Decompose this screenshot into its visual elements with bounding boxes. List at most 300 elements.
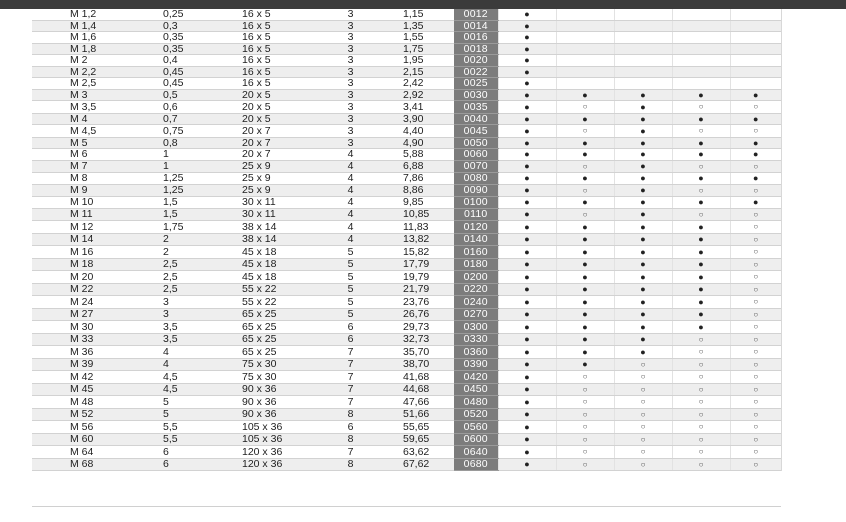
table-row: [32, 197, 781, 209]
mark-cell: [614, 66, 672, 78]
mark-cell: [498, 446, 556, 459]
thread-cell: M 30: [32, 321, 158, 334]
pitch-cell: 2: [158, 246, 240, 259]
diameter-cell: 3,41: [375, 101, 454, 114]
hollow-dot-icon: ○: [582, 161, 588, 171]
mark-cell: [730, 9, 781, 20]
table-row: [32, 137, 781, 149]
filled-dot-icon: ●: [753, 113, 759, 124]
mark-cell: [556, 66, 614, 78]
mark-cell: [730, 371, 781, 384]
mark-cell: [498, 101, 556, 114]
mark-cell: [614, 9, 672, 20]
mark-cell: [556, 149, 614, 161]
code-cell: 0160: [454, 246, 498, 259]
table-row: [32, 396, 781, 409]
hollow-dot-icon: ○: [698, 447, 704, 456]
pitch-cell: 3: [158, 296, 240, 309]
code-cell: 0220: [454, 283, 498, 296]
filled-dot-icon: ●: [524, 101, 530, 112]
mark-cell: [672, 396, 730, 409]
mark-cell: [672, 137, 730, 149]
mark-cell: [556, 421, 614, 434]
mark-cell: [730, 446, 781, 459]
hollow-dot-icon: ○: [753, 372, 759, 381]
hollow-dot-icon: ○: [582, 447, 588, 456]
hollow-dot-icon: ○: [698, 384, 704, 394]
hollow-dot-icon: ○: [698, 372, 704, 381]
mark-cell: [498, 78, 556, 90]
pitch-cell: 1: [158, 160, 240, 173]
code-cell: 0014: [454, 20, 498, 32]
mark-cell: [730, 55, 781, 67]
size-cell: 45 x 18: [240, 271, 326, 284]
diameter-cell: 1,35: [375, 20, 454, 32]
hollow-dot-icon: ○: [698, 459, 704, 469]
mark-cell: [672, 43, 730, 55]
mark-cell: [614, 137, 672, 149]
diameter-cell: 1,95: [375, 55, 454, 67]
thread-cell: M 11: [32, 208, 158, 221]
filled-dot-icon: ●: [640, 234, 646, 244]
mark-cell: [498, 358, 556, 371]
size-cell: 25 x 9: [240, 173, 326, 185]
mark-cell: [672, 149, 730, 161]
mark-cell: [614, 271, 672, 284]
table-row: [32, 408, 781, 421]
table-row: [32, 55, 781, 67]
filled-dot-icon: ●: [640, 271, 646, 282]
mark-cell: [614, 173, 672, 185]
count-cell: 3: [326, 66, 375, 78]
count-cell: 3: [326, 101, 375, 114]
diameter-cell: 5,88: [375, 149, 454, 161]
filled-dot-icon: ●: [524, 434, 530, 444]
filled-dot-icon: ●: [582, 221, 588, 232]
mark-cell: [672, 433, 730, 446]
mark-cell: [614, 396, 672, 409]
code-cell: 0300: [454, 321, 498, 334]
mark-cell: [498, 271, 556, 284]
filled-dot-icon: ●: [640, 209, 646, 219]
diameter-cell: 1,15: [375, 9, 454, 20]
hollow-dot-icon: ○: [640, 422, 646, 431]
pitch-cell: 5: [158, 408, 240, 421]
hollow-dot-icon: ○: [640, 447, 646, 456]
filled-dot-icon: ●: [524, 396, 530, 407]
mark-cell: [614, 197, 672, 209]
mark-cell: [614, 383, 672, 396]
hollow-dot-icon: ○: [753, 297, 759, 306]
mark-cell: [498, 408, 556, 421]
count-cell: 7: [326, 446, 375, 459]
hollow-dot-icon: ○: [753, 272, 759, 281]
hollow-dot-icon: ○: [753, 447, 759, 456]
hollow-dot-icon: ○: [753, 209, 759, 219]
mark-cell: [730, 308, 781, 321]
filled-dot-icon: ●: [582, 149, 588, 159]
table-bottom-border: [32, 506, 781, 507]
filled-dot-icon: ●: [524, 173, 530, 183]
mark-cell: [730, 383, 781, 396]
mark-cell: [730, 101, 781, 114]
mark-cell: [730, 197, 781, 209]
mark-cell: [672, 258, 730, 271]
mark-cell: [556, 346, 614, 359]
mark-cell: [614, 371, 672, 384]
filled-dot-icon: ●: [753, 137, 759, 148]
mark-cell: [672, 160, 730, 173]
thread-cell: M 16: [32, 246, 158, 259]
diameter-cell: 7,86: [375, 173, 454, 185]
pitch-cell: 0,35: [158, 32, 240, 44]
filled-dot-icon: ●: [582, 309, 588, 319]
filled-dot-icon: ●: [698, 149, 704, 159]
table-row: [32, 371, 781, 384]
pitch-cell: 6: [158, 446, 240, 459]
table-row: [32, 66, 781, 78]
mark-cell: [498, 258, 556, 271]
code-cell: 0270: [454, 308, 498, 321]
diameter-cell: 59,65: [375, 433, 454, 446]
filled-dot-icon: ●: [524, 185, 530, 195]
filled-dot-icon: ●: [640, 221, 646, 232]
diameter-cell: 29,73: [375, 321, 454, 334]
mark-cell: [498, 221, 556, 234]
mark-cell: [672, 233, 730, 246]
table-row: [32, 20, 781, 32]
hollow-dot-icon: ○: [753, 234, 759, 244]
count-cell: 3: [326, 137, 375, 149]
mark-cell: [730, 184, 781, 197]
hollow-dot-icon: ○: [640, 384, 646, 394]
mark-cell: [556, 221, 614, 234]
mark-cell: [730, 113, 781, 125]
hollow-dot-icon: ○: [582, 372, 588, 381]
code-cell: 0600: [454, 433, 498, 446]
code-cell: 0025: [454, 78, 498, 90]
mark-cell: [672, 78, 730, 90]
thread-cell: M 56: [32, 421, 158, 434]
filled-dot-icon: ●: [582, 346, 588, 357]
count-cell: 6: [326, 321, 375, 334]
filled-dot-icon: ●: [640, 259, 646, 269]
mark-cell: [730, 78, 781, 90]
thread-cell: M 48: [32, 396, 158, 409]
mark-cell: [556, 184, 614, 197]
thread-cell: M 39: [32, 358, 158, 371]
mark-cell: [730, 137, 781, 149]
filled-dot-icon: ●: [640, 161, 646, 171]
mark-cell: [672, 283, 730, 296]
size-cell: 105 x 36: [240, 433, 326, 446]
hollow-dot-icon: ○: [753, 434, 759, 444]
count-cell: 4: [326, 233, 375, 246]
filled-dot-icon: ●: [524, 271, 530, 282]
filled-dot-icon: ●: [640, 284, 646, 294]
mark-cell: [672, 221, 730, 234]
table-row: [32, 43, 781, 55]
count-cell: 4: [326, 173, 375, 185]
size-cell: 105 x 36: [240, 421, 326, 434]
pitch-cell: 2: [158, 233, 240, 246]
filled-dot-icon: ●: [582, 284, 588, 294]
mark-cell: [498, 197, 556, 209]
table-row: [32, 113, 781, 125]
count-cell: 4: [326, 208, 375, 221]
diameter-cell: 9,85: [375, 197, 454, 209]
pitch-cell: 0,75: [158, 125, 240, 138]
filled-dot-icon: ●: [582, 359, 588, 369]
mark-cell: [614, 296, 672, 309]
filled-dot-icon: ●: [698, 234, 704, 244]
thread-cell: M 2,5: [32, 78, 158, 90]
thread-cell: M 3: [32, 89, 158, 101]
size-cell: 30 x 11: [240, 197, 326, 209]
thread-cell: M 2,2: [32, 66, 158, 78]
hollow-dot-icon: ○: [753, 459, 759, 469]
filled-dot-icon: ●: [698, 296, 704, 307]
pitch-cell: 5,5: [158, 433, 240, 446]
count-cell: 8: [326, 433, 375, 446]
hollow-dot-icon: ○: [753, 161, 759, 171]
filled-dot-icon: ●: [524, 334, 530, 344]
filled-dot-icon: ●: [524, 446, 530, 457]
mark-cell: [730, 283, 781, 296]
count-cell: 5: [326, 308, 375, 321]
mark-cell: [614, 246, 672, 259]
thread-cell: M 9: [32, 184, 158, 197]
mark-cell: [498, 346, 556, 359]
diameter-cell: 23,76: [375, 296, 454, 309]
mark-cell: [614, 184, 672, 197]
size-cell: 55 x 22: [240, 283, 326, 296]
table-row: [32, 271, 781, 284]
filled-dot-icon: ●: [524, 296, 530, 307]
code-cell: 0180: [454, 258, 498, 271]
count-cell: 8: [326, 458, 375, 471]
hollow-dot-icon: ○: [640, 359, 646, 369]
pitch-cell: 4,5: [158, 371, 240, 384]
count-cell: 8: [326, 408, 375, 421]
filled-dot-icon: ●: [698, 221, 704, 232]
thread-cell: M 1,4: [32, 20, 158, 32]
filled-dot-icon: ●: [582, 197, 588, 207]
size-cell: 16 x 5: [240, 20, 326, 32]
size-cell: 25 x 9: [240, 184, 326, 197]
filled-dot-icon: ●: [640, 137, 646, 148]
filled-dot-icon: ●: [582, 137, 588, 148]
thread-cell: M 3,5: [32, 101, 158, 114]
hollow-dot-icon: ○: [753, 259, 759, 269]
count-cell: 7: [326, 383, 375, 396]
filled-dot-icon: ●: [698, 321, 704, 332]
mark-cell: [614, 43, 672, 55]
code-cell: 0140: [454, 233, 498, 246]
table-row: [32, 32, 781, 44]
pitch-cell: 1,75: [158, 221, 240, 234]
mark-cell: [672, 55, 730, 67]
filled-dot-icon: ●: [640, 197, 646, 207]
hollow-dot-icon: ○: [582, 185, 588, 195]
mark-cell: [556, 20, 614, 32]
diameter-cell: 38,70: [375, 358, 454, 371]
diameter-cell: 41,68: [375, 371, 454, 384]
pitch-cell: 1,25: [158, 173, 240, 185]
filled-dot-icon: ●: [582, 321, 588, 332]
diameter-cell: 15,82: [375, 246, 454, 259]
count-cell: 3: [326, 55, 375, 67]
filled-dot-icon: ●: [524, 371, 530, 382]
table-row: [32, 89, 781, 101]
table-row: [32, 308, 781, 321]
size-cell: 20 x 7: [240, 137, 326, 149]
code-cell: 0200: [454, 271, 498, 284]
filled-dot-icon: ●: [582, 296, 588, 307]
count-cell: 4: [326, 184, 375, 197]
filled-dot-icon: ●: [640, 89, 646, 100]
hollow-dot-icon: ○: [698, 209, 704, 219]
hollow-dot-icon: ○: [698, 434, 704, 444]
hollow-dot-icon: ○: [582, 126, 588, 135]
mark-cell: [672, 113, 730, 125]
mark-cell: [498, 43, 556, 55]
diameter-cell: 55,65: [375, 421, 454, 434]
filled-dot-icon: ●: [524, 55, 530, 65]
size-cell: 38 x 14: [240, 233, 326, 246]
size-cell: 16 x 5: [240, 78, 326, 90]
pitch-cell: 0,4: [158, 55, 240, 67]
hollow-dot-icon: ○: [753, 322, 759, 331]
pitch-cell: 5: [158, 396, 240, 409]
mark-cell: [498, 296, 556, 309]
filled-dot-icon: ●: [640, 173, 646, 183]
mark-cell: [498, 184, 556, 197]
hollow-dot-icon: ○: [753, 334, 759, 344]
filled-dot-icon: ●: [698, 137, 704, 148]
size-cell: 45 x 18: [240, 258, 326, 271]
mark-cell: [730, 32, 781, 44]
hollow-dot-icon: ○: [582, 102, 588, 111]
size-cell: 16 x 5: [240, 32, 326, 44]
filled-dot-icon: ●: [640, 246, 646, 257]
count-cell: 5: [326, 283, 375, 296]
pitch-cell: 4: [158, 346, 240, 359]
mark-cell: [730, 421, 781, 434]
mark-cell: [614, 55, 672, 67]
diameter-cell: 63,62: [375, 446, 454, 459]
mark-cell: [672, 358, 730, 371]
thread-cell: M 68: [32, 458, 158, 471]
filled-dot-icon: ●: [698, 271, 704, 282]
size-cell: 65 x 25: [240, 308, 326, 321]
thread-cell: M 18: [32, 258, 158, 271]
table-row: [32, 383, 781, 396]
mark-cell: [614, 149, 672, 161]
mark-cell: [672, 296, 730, 309]
hollow-dot-icon: ○: [582, 422, 588, 431]
mark-cell: [730, 233, 781, 246]
hollow-dot-icon: ○: [640, 409, 646, 419]
hollow-dot-icon: ○: [753, 409, 759, 419]
mark-cell: [498, 383, 556, 396]
filled-dot-icon: ●: [582, 246, 588, 257]
diameter-cell: 11,83: [375, 221, 454, 234]
size-cell: 30 x 11: [240, 208, 326, 221]
mark-cell: [614, 101, 672, 114]
code-cell: 0360: [454, 346, 498, 359]
mark-cell: [614, 308, 672, 321]
size-cell: 90 x 36: [240, 383, 326, 396]
diameter-cell: 4,90: [375, 137, 454, 149]
mark-cell: [614, 233, 672, 246]
mark-cell: [556, 32, 614, 44]
pitch-cell: 0,5: [158, 89, 240, 101]
filled-dot-icon: ●: [640, 149, 646, 159]
mark-cell: [614, 446, 672, 459]
pitch-cell: 1,5: [158, 208, 240, 221]
mark-cell: [730, 358, 781, 371]
mark-cell: [498, 173, 556, 185]
count-cell: 4: [326, 160, 375, 173]
filled-dot-icon: ●: [698, 246, 704, 257]
mark-cell: [672, 66, 730, 78]
code-cell: 0030: [454, 89, 498, 101]
filled-dot-icon: ●: [698, 89, 704, 100]
mark-cell: [614, 221, 672, 234]
count-cell: 6: [326, 421, 375, 434]
pitch-cell: 1,5: [158, 197, 240, 209]
mark-cell: [498, 396, 556, 409]
code-cell: 0390: [454, 358, 498, 371]
pitch-cell: 0,35: [158, 43, 240, 55]
hollow-dot-icon: ○: [640, 397, 646, 406]
mark-cell: [672, 408, 730, 421]
mark-cell: [730, 89, 781, 101]
filled-dot-icon: ●: [640, 296, 646, 307]
filled-dot-icon: ●: [524, 209, 530, 219]
code-cell: 0012: [454, 9, 498, 20]
mark-cell: [556, 125, 614, 138]
thread-cell: M 27: [32, 308, 158, 321]
mark-cell: [672, 9, 730, 20]
code-cell: 0100: [454, 197, 498, 209]
count-cell: 5: [326, 271, 375, 284]
diameter-cell: 17,79: [375, 258, 454, 271]
mark-cell: [556, 208, 614, 221]
count-cell: 7: [326, 396, 375, 409]
diameter-cell: 2,92: [375, 89, 454, 101]
count-cell: 3: [326, 113, 375, 125]
filled-dot-icon: ●: [582, 234, 588, 244]
mark-cell: [556, 458, 614, 471]
hollow-dot-icon: ○: [698, 397, 704, 406]
mark-cell: [614, 283, 672, 296]
mark-cell: [672, 32, 730, 44]
diameter-cell: 44,68: [375, 383, 454, 396]
hollow-dot-icon: ○: [582, 209, 588, 219]
table-row: [32, 149, 781, 161]
mark-cell: [614, 208, 672, 221]
size-cell: 120 x 36: [240, 458, 326, 471]
table-row: [32, 160, 781, 173]
mark-cell: [730, 20, 781, 32]
filled-dot-icon: ●: [524, 246, 530, 257]
thread-cell: M 1,8: [32, 43, 158, 55]
mark-cell: [614, 333, 672, 346]
pitch-cell: 0,25: [158, 9, 240, 20]
table-row: [32, 433, 781, 446]
